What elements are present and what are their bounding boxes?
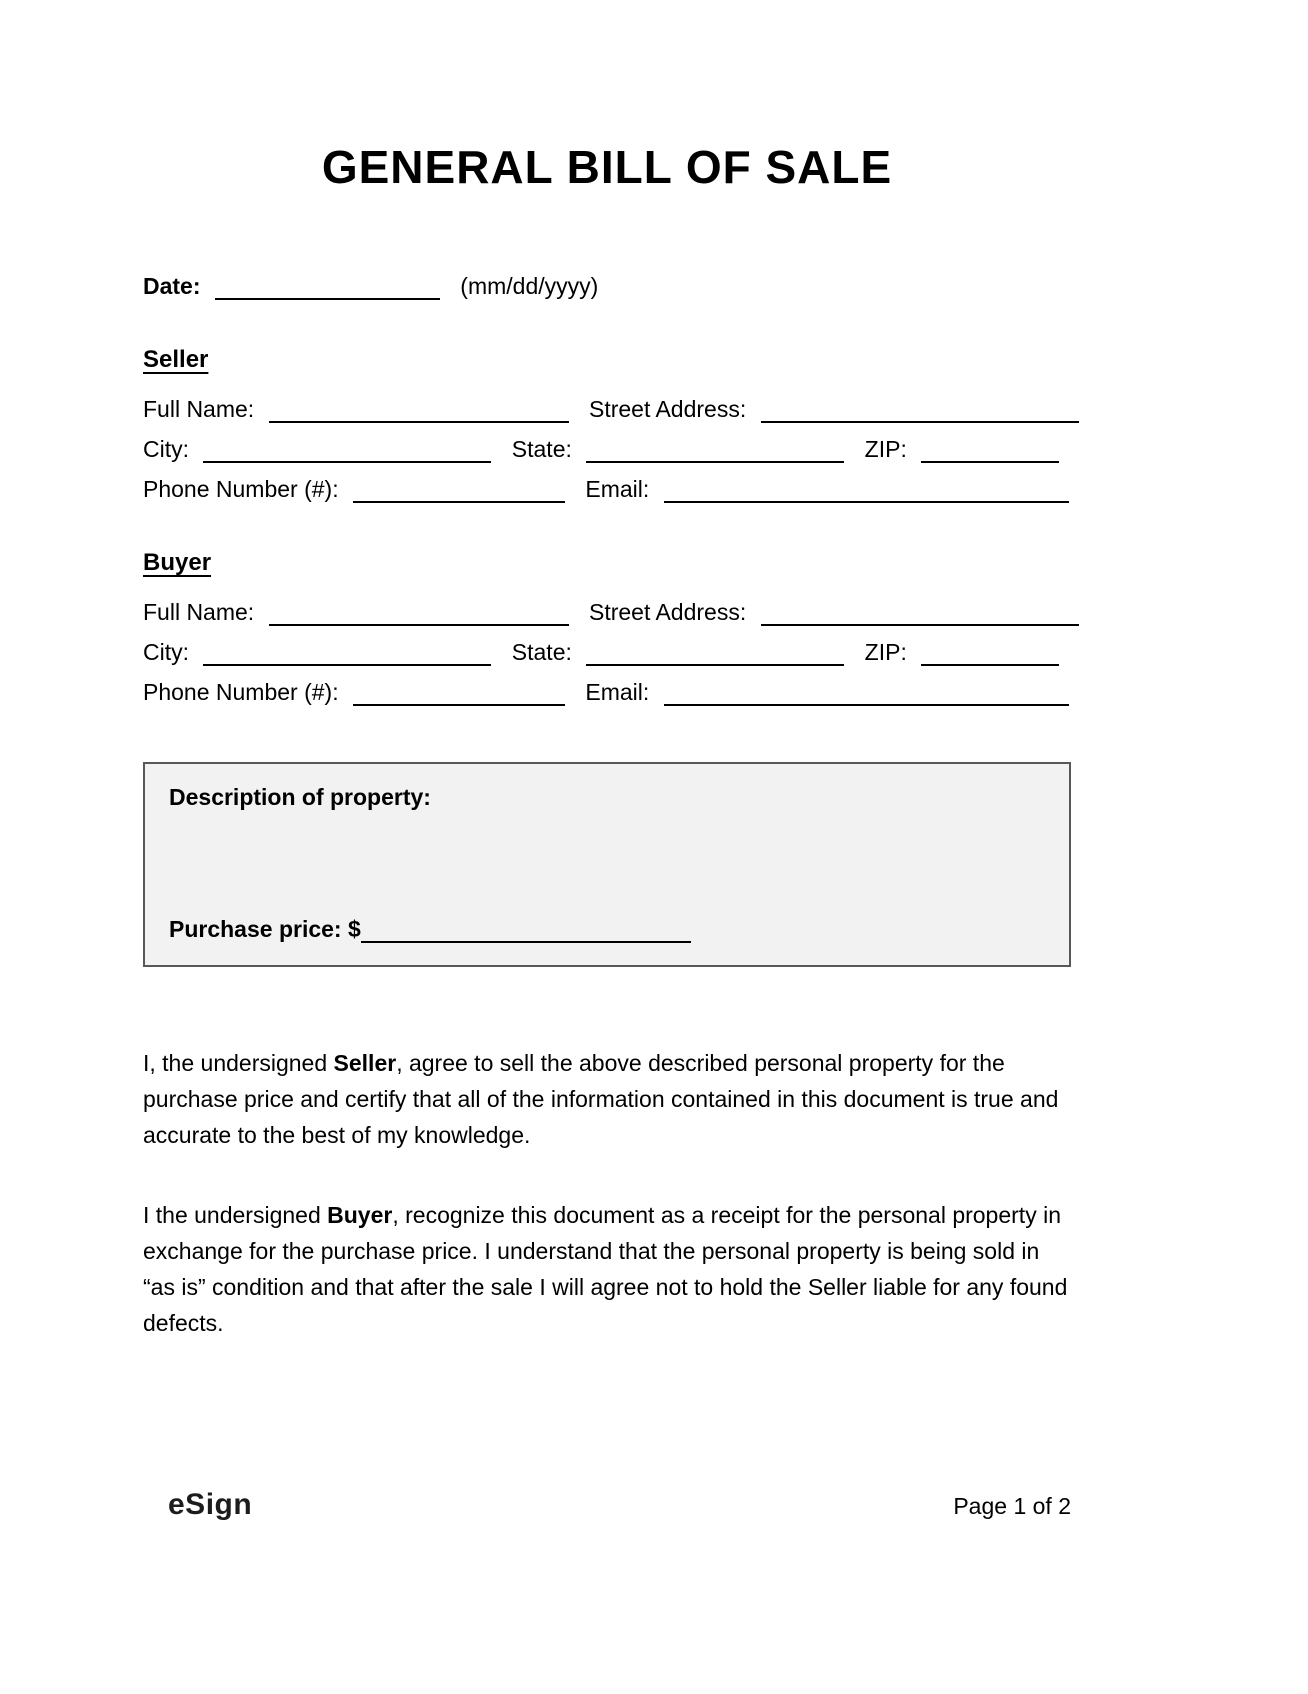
seller-agreement-paragraph [143, 1045, 1068, 1153]
purchase-price-label: Purchase price: $ [169, 915, 361, 942]
buyer-city-state-zip-row [143, 639, 1071, 666]
seller-agreement-term: Seller [333, 1049, 397, 1076]
buyer-section-heading: Buyer [143, 548, 212, 576]
property-description-box [143, 762, 1071, 967]
buyer-state-label: State: [511, 638, 572, 665]
buyer-street-address-blank [761, 602, 1079, 626]
seller-phone-blank [353, 479, 565, 503]
page-number: Page 1 of 2 [953, 1493, 1071, 1519]
buyer-zip-blank [921, 642, 1059, 666]
seller-state-blank [586, 439, 844, 463]
document-content [143, 0, 1071, 1341]
esign-logo: eSign [168, 1488, 253, 1521]
buyer-agreement-term: Buyer [327, 1201, 393, 1228]
purchase-price-row [169, 916, 1045, 943]
buyer-phone-label: Phone Number (#): [143, 678, 339, 705]
seller-city-state-zip-row [143, 436, 1071, 463]
seller-email-label: Email: [585, 475, 650, 502]
date-label: Date: [143, 272, 201, 299]
seller-street-address-label: Street Address: [588, 395, 747, 422]
seller-full-name-blank [269, 399, 569, 423]
seller-city-blank [203, 439, 491, 463]
buyer-name-address-row [143, 599, 1071, 626]
buyer-phone-blank [353, 682, 565, 706]
purchase-price-blank [361, 919, 691, 943]
buyer-full-name-blank [269, 602, 569, 626]
date-format-hint: (mm/dd/yyyy) [460, 272, 599, 299]
page-title: GENERAL BILL OF SALE [321, 141, 893, 193]
buyer-email-blank [664, 682, 1069, 706]
seller-city-label: City: [143, 435, 189, 462]
buyer-agreement-post: , recognize this document as a receipt for the personal property in exchange for the purchase price. I understand that the personal property is being sold in “as is” condition and that after the sale I will agree not to hold the Seller liable for any found defects. [143, 1201, 1068, 1336]
buyer-phone-email-row [143, 679, 1071, 706]
seller-phone-email-row [143, 476, 1071, 503]
buyer-agreement-pre: I the undersigned [143, 1201, 328, 1228]
seller-phone-label: Phone Number (#): [143, 475, 339, 502]
seller-zip-label: ZIP: [864, 435, 907, 462]
seller-name-address-row [143, 396, 1071, 423]
seller-section-heading: Seller [143, 345, 209, 373]
seller-full-name-label: Full Name: [143, 395, 255, 422]
buyer-email-label: Email: [585, 678, 650, 705]
seller-agreement-pre: I, the undersigned [143, 1049, 334, 1076]
date-blank [215, 276, 440, 300]
seller-agreement-post: , agree to sell the above described personal property for the purchase price and certify that all of the information contained in this document is true and accurate to the best of my knowledge. [143, 1049, 1059, 1148]
date-row [143, 273, 1071, 300]
buyer-agreement-paragraph [143, 1197, 1068, 1341]
buyer-street-address-label: Street Address: [588, 598, 747, 625]
buyer-state-blank [586, 642, 844, 666]
buyer-city-blank [203, 642, 491, 666]
buyer-zip-label: ZIP: [864, 638, 907, 665]
seller-zip-blank [921, 439, 1059, 463]
seller-state-label: State: [511, 435, 572, 462]
buyer-full-name-label: Full Name: [143, 598, 255, 625]
page-footer [143, 1488, 1071, 1522]
buyer-city-label: City: [143, 638, 189, 665]
seller-street-address-blank [761, 399, 1079, 423]
seller-email-blank [664, 479, 1069, 503]
description-of-property-label: Description of property: [169, 783, 431, 810]
